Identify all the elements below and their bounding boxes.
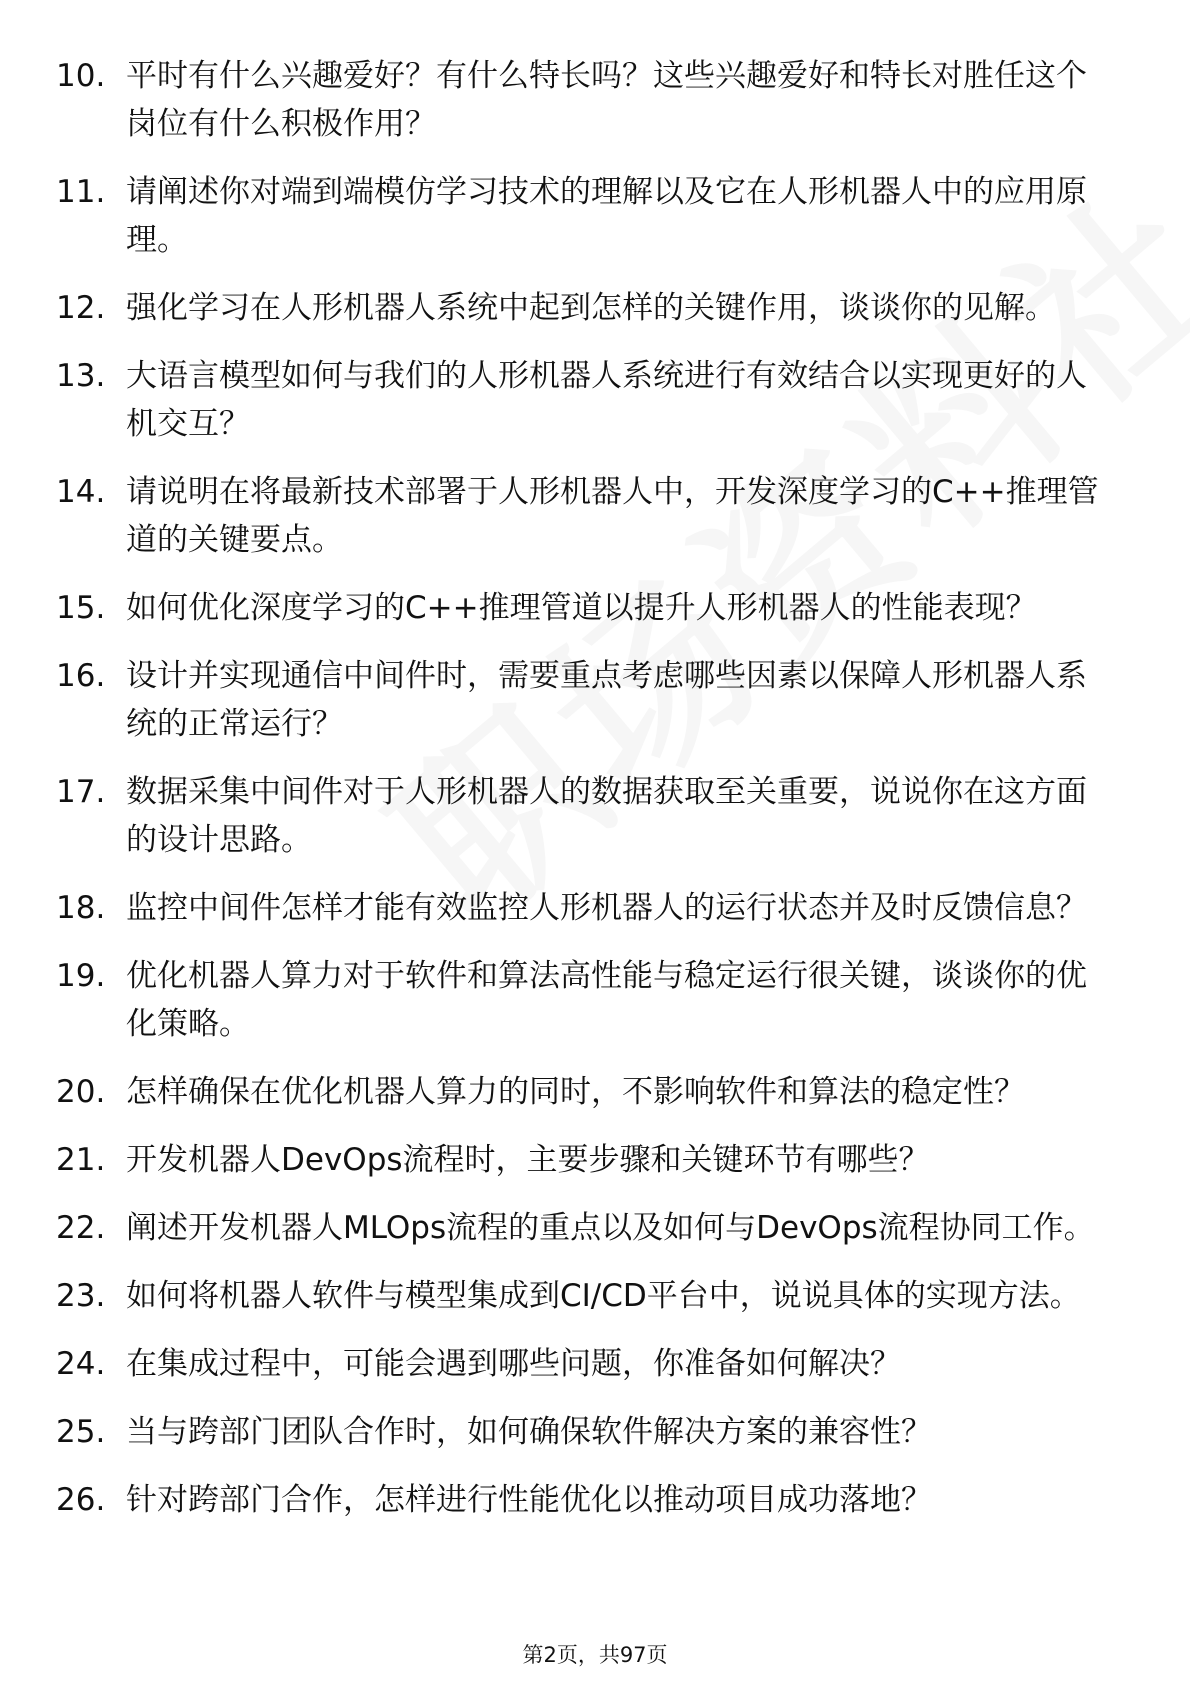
- question-text: 针对跨部门合作，怎样进行性能优化以推动项目成功落地？: [126, 1482, 932, 1518]
- question-text: 如何优化深度学习的C++推理管道以提升人形机器人的性能表现？: [126, 590, 1037, 626]
- question-item-13: [0, 352, 1190, 448]
- page-number: 第2页，共97页: [522, 1643, 668, 1667]
- question-text: 设计并实现通信中间件时，需要重点考虑哪些因素以保障人形机器人系统的正常运行？: [126, 658, 1087, 742]
- question-number: 24.: [56, 1346, 106, 1382]
- question-item-15: [0, 584, 1190, 632]
- question-number: 17.: [56, 774, 106, 810]
- question-list: [0, 52, 1190, 1544]
- question-number: 25.: [56, 1414, 106, 1450]
- question-text: 监控中间件怎样才能有效监控人形机器人的运行状态并及时反馈信息？: [126, 890, 1087, 926]
- question-item-25: [0, 1408, 1190, 1456]
- question-text: 大语言模型如何与我们的人形机器人系统进行有效结合以实现更好的人机交互？: [126, 358, 1087, 442]
- question-number: 22.: [56, 1210, 106, 1246]
- question-number: 20.: [56, 1074, 106, 1110]
- question-number: 12.: [56, 290, 106, 326]
- question-item-21: [0, 1136, 1190, 1184]
- question-number: 26.: [56, 1482, 106, 1518]
- question-item-11: [0, 168, 1190, 264]
- question-text: 当与跨部门团队合作时，如何确保软件解决方案的兼容性？: [126, 1414, 932, 1450]
- question-text: 请阐述你对端到端模仿学习技术的理解以及它在人形机器人中的应用原理。: [126, 174, 1087, 258]
- question-item-26: [0, 1476, 1190, 1524]
- question-number: 14.: [56, 474, 106, 510]
- question-item-22: [0, 1204, 1190, 1252]
- question-item-12: [0, 284, 1190, 332]
- question-text: 优化机器人算力对于软件和算法高性能与稳定运行很关键，谈谈你的优化策略。: [126, 958, 1087, 1042]
- question-number: 16.: [56, 658, 106, 694]
- question-text: 平时有什么兴趣爱好？有什么特长吗？这些兴趣爱好和特长对胜任这个岗位有什么积极作用？: [126, 58, 1087, 142]
- question-number: 11.: [56, 174, 106, 210]
- question-number: 15.: [56, 590, 106, 626]
- question-number: 23.: [56, 1278, 106, 1314]
- question-item-18: [0, 884, 1190, 932]
- question-number: 10.: [56, 58, 106, 94]
- question-item-17: [0, 768, 1190, 864]
- question-text: 请说明在将最新技术部署于人形机器人中，开发深度学习的C++推理管道的关键要点。: [126, 474, 1099, 558]
- question-item-23: [0, 1272, 1190, 1320]
- question-item-24: [0, 1340, 1190, 1388]
- question-number: 19.: [56, 958, 106, 994]
- question-item-20: [0, 1068, 1190, 1116]
- question-number: 18.: [56, 890, 106, 926]
- question-text: 阐述开发机器人MLOps流程的重点以及如何与DevOps流程协同工作。: [126, 1210, 1095, 1246]
- question-item-16: [0, 652, 1190, 748]
- question-number: 13.: [56, 358, 106, 394]
- question-item-10: [0, 52, 1190, 148]
- question-item-19: [0, 952, 1190, 1048]
- question-text: 怎样确保在优化机器人算力的同时，不影响软件和算法的稳定性？: [126, 1074, 1025, 1110]
- question-text: 如何将机器人软件与模型集成到CI/CD平台中，说说具体的实现方法。: [126, 1278, 1081, 1314]
- question-text: 开发机器人DevOps流程时，主要步骤和关键环节有哪些？: [126, 1142, 930, 1178]
- question-number: 21.: [56, 1142, 106, 1178]
- question-text: 强化学习在人形机器人系统中起到怎样的关键作用，谈谈你的见解。: [126, 290, 1056, 326]
- question-item-14: [0, 468, 1190, 564]
- question-text: 在集成过程中，可能会遇到哪些问题，你准备如何解决？: [126, 1346, 901, 1382]
- question-text: 数据采集中间件对于人形机器人的数据获取至关重要，说说你在这方面的设计思路。: [126, 774, 1087, 858]
